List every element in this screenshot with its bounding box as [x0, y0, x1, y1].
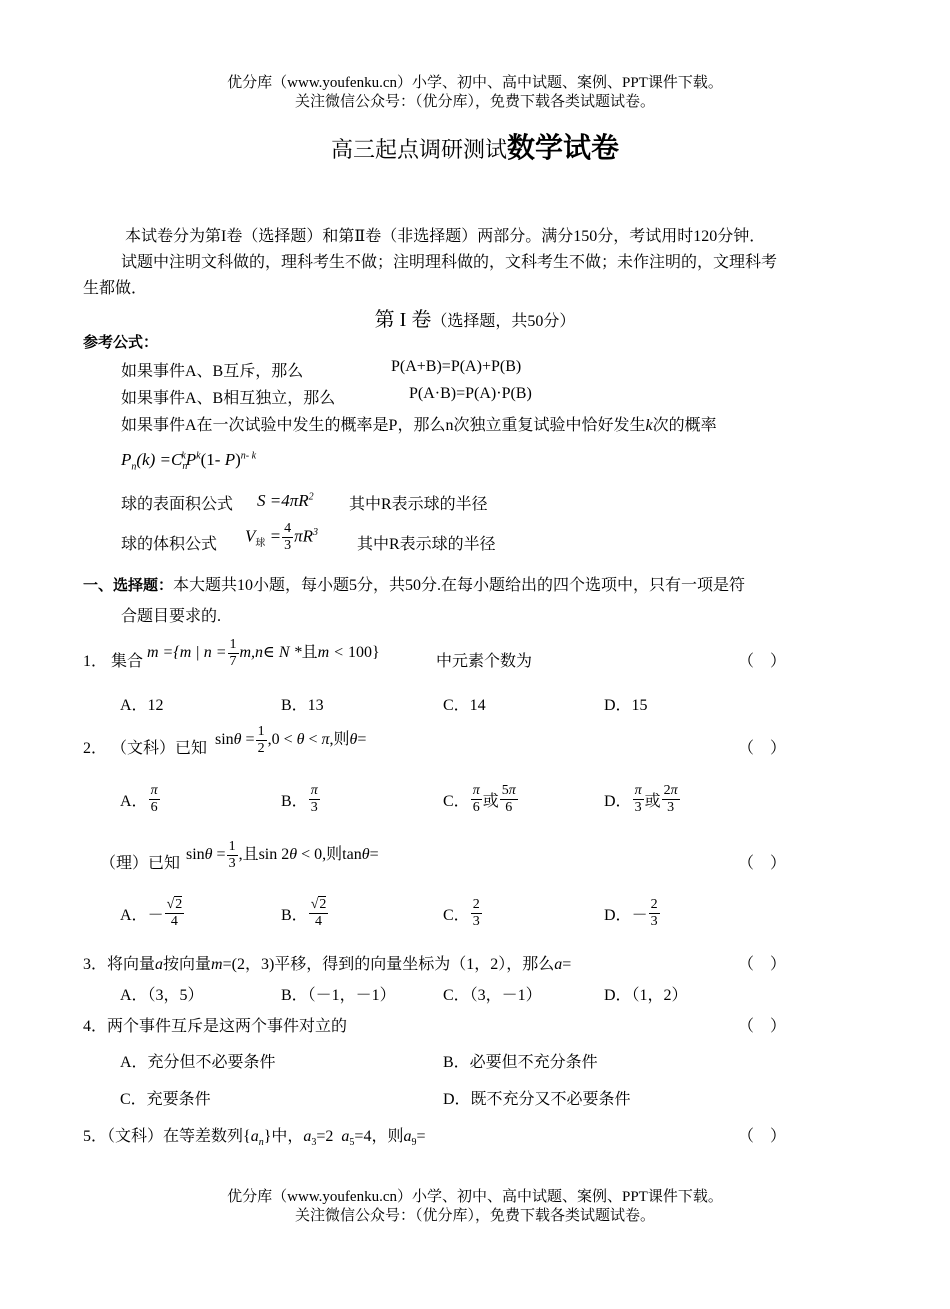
q2-li-option-c[interactable]: C． $\frac{2}{3}$: [443, 897, 480, 929]
answer-paren-q4[interactable]: （ ）: [738, 1018, 787, 1035]
q4-option-d[interactable]: D．既不充分又不必要条件: [443, 1091, 631, 1108]
question-3: 3．将向量a按向量m=(2，3)平移，得到的向量坐标为（1，2），那么a=: [83, 956, 572, 973]
volume-heading: 第 I 卷（选择题，共50分）: [374, 309, 576, 331]
q3-option-b[interactable]: B．（－1，－1）: [281, 987, 396, 1004]
question-4: 4．两个事件互斥是这两个事件对立的: [83, 1018, 348, 1035]
formula-bernoulli-text: 如果事件A在一次试验中发生的概率是P，那么n次独立重复试验中恰好发生k次的概率: [121, 417, 717, 434]
formula-bernoulli-equation: $P_n(k) =C_n^kP^k(1-$ P)$^{n- k}$: [121, 450, 257, 473]
q2-wen-option-b[interactable]: B． $\frac{\pi}{3}$: [281, 783, 318, 815]
question-5: 5．（文科）在等差数列$\{a_n\}$中，$a_3=2$ $a_5=4$，则$a_9=$: [83, 1128, 426, 1149]
q4-option-a[interactable]: A．充分但不必要条件: [120, 1054, 276, 1071]
formula-independent: 如果事件A、B相互独立，那么 P(A·B)=P(A)·P(B): [121, 385, 532, 407]
footer-line-2: 关注微信公众号：（优分库），免费下载各类试题试卷。: [294, 1208, 655, 1224]
q1-option-b[interactable]: B．13: [281, 697, 324, 714]
answer-paren-q3[interactable]: （ ）: [738, 956, 787, 973]
answer-paren-q2-li[interactable]: （ ）: [738, 855, 787, 872]
q2-wen-option-c[interactable]: C． $\frac{\pi}{6}$ 或 $\frac{5\pi}{6}$: [443, 783, 516, 815]
answer-paren-q2-wen[interactable]: （ ）: [738, 740, 787, 757]
intro-paragraph-2: 试题中注明文科做的，理科考生不做；注明理科做的，文科考生不做；未作注明的，文理科考: [121, 254, 778, 271]
section-1-heading-cont: 合题目要求的.: [121, 608, 222, 625]
q4-option-b[interactable]: B．必要但不充分条件: [443, 1054, 598, 1071]
q2-li-option-d[interactable]: D．－ $\frac{2}{3}$: [604, 897, 658, 929]
q2-li-option-b[interactable]: B． $\frac{√2}{4}$: [281, 897, 327, 929]
q1-option-c[interactable]: C．14: [443, 697, 486, 714]
answer-paren-q5[interactable]: （ ）: [738, 1128, 787, 1145]
footer-line-1: 优分库（www.youfenku.cn）小学、初中、高中试题、案例、PPT课件下载。: [227, 1189, 723, 1205]
header-line-2: 关注微信公众号：（优分库），免费下载各类试题试卷。: [294, 94, 655, 110]
formulas-heading: 参考公式：: [83, 333, 159, 351]
q1-option-a[interactable]: A．12: [120, 697, 164, 714]
intro-paragraph-2-cont: 生都做．: [83, 280, 148, 297]
formula-mutually-exclusive: 如果事件A、B互斥，那么 P(A+B)=P(A)+P(B): [121, 358, 522, 380]
q3-option-a[interactable]: A．（3，5）: [120, 987, 204, 1004]
page-title: 高三起点调研测试数学试卷: [330, 133, 620, 164]
q3-option-c[interactable]: C．（3，－1）: [443, 987, 542, 1004]
header-line-1: 优分库（www.youfenku.cn）小学、初中、高中试题、案例、PPT课件下载。: [227, 75, 723, 91]
q2-wen-option-d[interactable]: D． $\frac{\pi}{3}$ 或 $\frac{2\pi}{3}$: [604, 783, 678, 815]
q2-li-option-a[interactable]: A．－ $\frac{√2}{4}$: [120, 897, 183, 929]
section-1-heading: 一、选择题：本大题共10小题，每小题5分，共50分.在每小题给出的四个选项中，只有一项是符: [83, 576, 746, 594]
answer-paren-q1[interactable]: （ ）: [738, 653, 787, 670]
q3-option-d[interactable]: D．（1，2）: [604, 987, 688, 1004]
intro-paragraph-1: 本试卷分为第I卷（选择题）和第Ⅱ卷（非选择题）两部分。满分150分，考试用时120分钟．: [125, 228, 766, 245]
q2-wen-option-a[interactable]: A． $\frac{\pi}{6}$: [120, 783, 158, 815]
q1-option-d[interactable]: D．15: [604, 697, 648, 714]
formula-sphere-surface: 球的表面积公式 $S =4\pi R^2$ 其中R表示球的半径: [121, 491, 488, 513]
q4-option-c[interactable]: C．充要条件: [120, 1091, 211, 1108]
